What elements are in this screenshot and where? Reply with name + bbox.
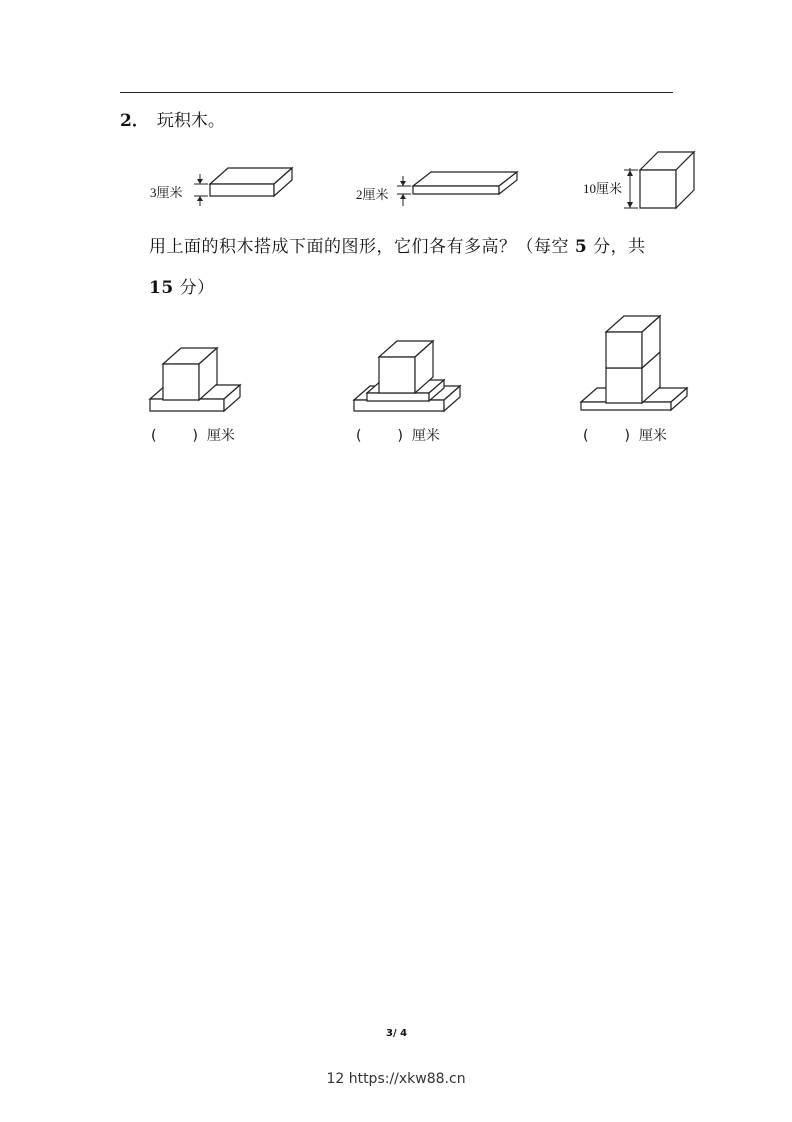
answer-open-paren: ( [151,428,157,444]
upper-cube-front-face [606,332,642,368]
answer-open-paren: ( [356,428,362,444]
answer-c [583,425,667,445]
instruction-text-a: 用上面的积木搭成下面的图形，它们各有多高？（每空 [149,237,575,257]
base-front-face [150,399,224,411]
figure-c-two-cubes-on-slab [579,313,691,415]
block-label-10cm: 10厘米 [583,181,623,196]
answer-unit: 厘米 [638,428,667,444]
block-label-2cm: 2厘米 [356,187,389,202]
answer-a [151,425,235,445]
answer-unit: 厘米 [411,428,440,444]
answer-close-paren: ) [624,428,630,444]
bottom-slab-front-face [354,400,444,411]
slab-front-face [210,184,274,196]
figure-a-cube-on-slab [148,345,243,415]
dimension-marker [194,174,208,206]
cube-front-face [640,170,676,208]
header-rule [120,92,673,93]
instruction-text-c: 分） [173,278,215,298]
answer-unit: 厘米 [206,428,235,444]
arrow-up-icon [627,170,633,176]
cube-front-face [163,364,199,400]
lower-cube-front-face [606,368,642,403]
instruction-line-1 [149,232,646,257]
arrow-up-icon [197,196,203,201]
middle-slab-front-face [367,393,429,401]
arrow-down-icon [400,181,406,186]
arrow-down-icon [197,179,203,184]
instruction-points: 5 [574,237,588,257]
answer-close-paren: ) [397,428,403,444]
page-number: 3/ 4 [386,1028,408,1039]
instruction-line-2 [149,273,215,298]
answer-close-paren: ) [192,428,198,444]
dimension-marker [397,176,411,206]
question-number: 2． [120,111,149,131]
question-title-text: 玩积木。 [156,111,225,131]
block-slab-3cm-figure [190,160,300,210]
slab-front-face [413,186,499,194]
answer-b [356,425,440,445]
instruction-total: 15 [149,278,174,298]
block-cube-10cm-figure [620,150,700,212]
cube-front-face [379,357,415,393]
instruction-text-b: 分，共 [587,237,646,257]
arrow-down-icon [627,202,633,208]
block-slab-2cm-figure [393,162,523,212]
question-title [120,106,225,131]
footer-url: 12 https://xkw88.cn [326,1071,466,1087]
answer-open-paren: ( [583,428,589,444]
figure-b-cube-on-two-slabs [352,338,464,416]
block-label-3cm: 3厘米 [150,185,183,200]
arrow-up-icon [400,194,406,199]
